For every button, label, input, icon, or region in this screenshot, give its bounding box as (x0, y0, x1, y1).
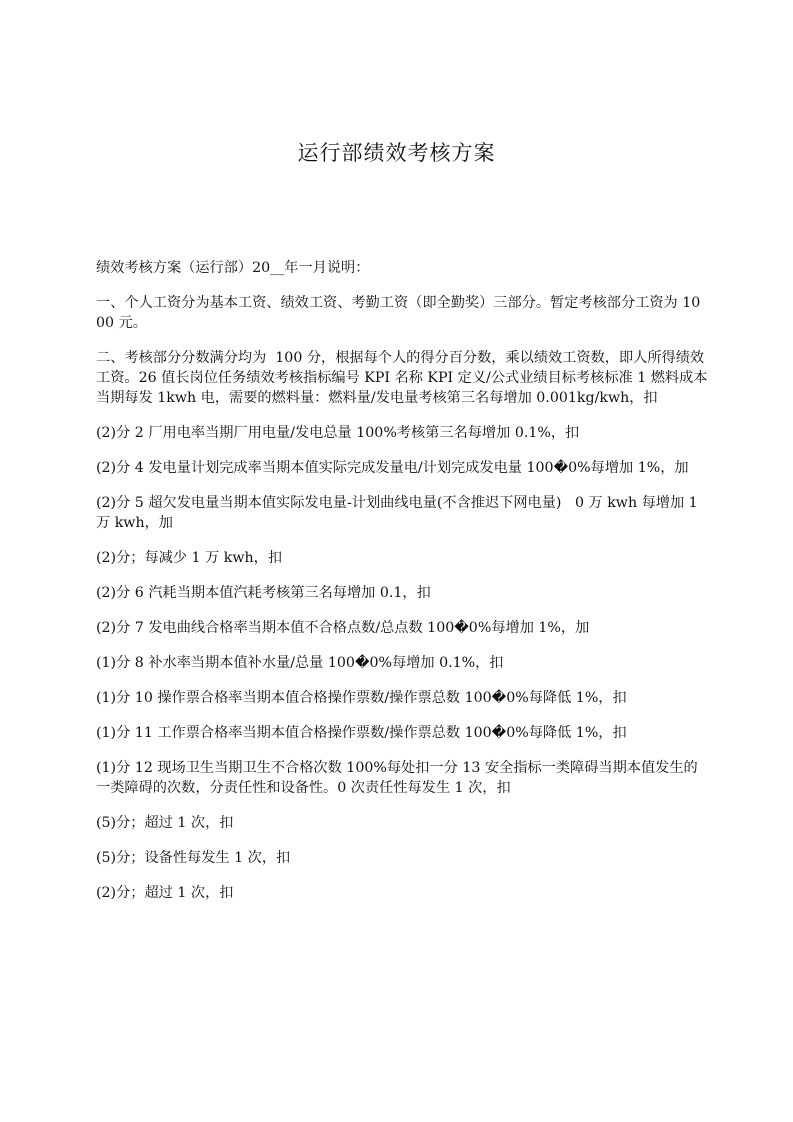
paragraph-item: (2)分 2 厂用电率当期厂用电量/发电总量 100%考核第三名每增加 0.1%，扣 (96, 425, 580, 441)
paragraph-intro: 绩效考核方案（运行部）20__年一月说明： (96, 260, 370, 276)
paragraph-item: (1)分 12 现场卫生当期卫生不合格次数 100%每处扣一分 13 安全指标一类障碍当期本值发生的一类障碍的次数，分责任性和设备性。0 次责任性每发生 1 次，扣 (96, 760, 698, 796)
paragraph-item: (5)分；超过 1 次，扣 (96, 815, 234, 831)
paragraph-item: (1)分 8 补水率当期本值补水量/总量 100�0%每增加 0.1%，扣 (96, 655, 504, 671)
paragraph-item: (2)分 5 超欠发电量当期本值实际发电量-计划曲线电量(不含推迟下网电量) 0 万 kwh 每增加 1 万 kwh，加 (96, 495, 703, 531)
paragraph-item: (2)分 6 汽耗当期本值汽耗考核第三名每增加 0.1，扣 (96, 585, 431, 601)
paragraph-item: (2)分 7 发电曲线合格率当期本值不合格点数/总点数 100�0%每增加 1%，加 (96, 620, 590, 636)
paragraph-item: (2)分；每减少 1 万 kwh，扣 (96, 550, 283, 566)
document-body (96, 258, 708, 918)
paragraph-item: (1)分 10 操作票合格率当期本值合格操作票数/操作票总数 100�0%每降低 1%，扣 (96, 690, 627, 706)
paragraph-item: (5)分；设备性每发生 1 次，扣 (96, 850, 291, 866)
paragraph-section-2: 二、考核部分分数满分均为 100 分，根据每个人的得分百分数，乘以绩效工资数，即人所得绩效工资。26 值长岗位任务绩效考核指标编号 KPI 名称 KPI 定义/公式业绩目标考核标准 1 燃料成本当期每发 1kwh 电，需要的燃料量：燃料量/发电量考核第三名每增加 0.001kg/kwh，扣 (96, 350, 708, 406)
paragraph-section-1: 一、个人工资分为基本工资、绩效工资、考勤工资（即全勤奖）三部分。暂定考核部分工资为 1000 元。 (96, 295, 701, 331)
paragraph-item: (2)分 4 发电量计划完成率当期本值实际完成发量电/计划完成发电量 100�0%每增加 1%，加 (96, 460, 689, 476)
paragraph-item: (1)分 11 工作票合格率当期本值合格操作票数/操作票总数 100�0%每降低 1%，扣 (96, 725, 627, 741)
paragraph-item: (2)分；超过 1 次，扣 (96, 885, 234, 901)
document-title: 运行部绩效考核方案 (297, 141, 496, 165)
